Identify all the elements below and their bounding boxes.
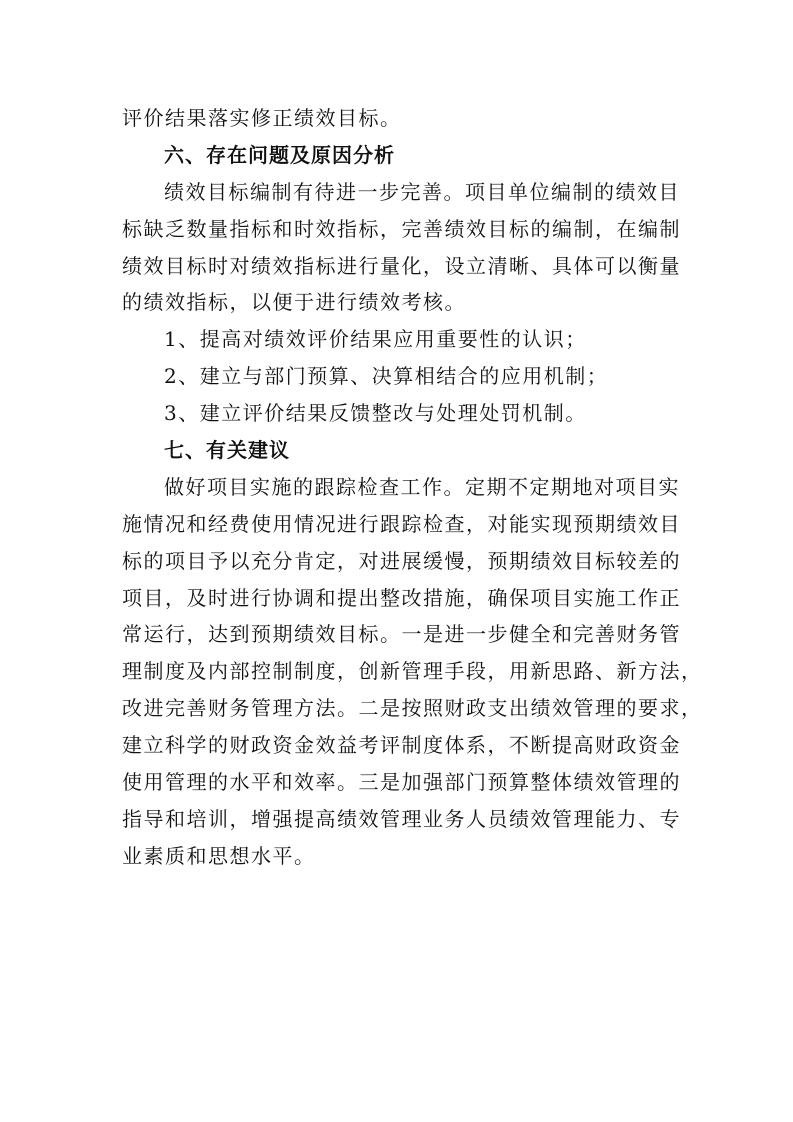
text-line: 绩效目标编制有待进一步完善。项目单位编制的绩效目 — [164, 179, 680, 204]
list-item-2: 2、建立与部门预算、决算相结合的应用机制； — [164, 364, 609, 389]
section-heading-problems: 六、存在问题及原因分析 — [164, 142, 395, 167]
list-item-1: 1、提高对绩效评价结果应用重要性的认识； — [164, 327, 587, 352]
text-line: 的绩效指标，以便于进行绩效考核。 — [122, 290, 466, 315]
paragraph-continuation — [122, 100, 670, 137]
document-body — [122, 100, 703, 875]
paragraph-problems — [122, 174, 681, 322]
text-line: 做好项目实施的跟踪检查工作。定期不定期地对项目实 — [164, 474, 680, 499]
paragraph-suggestions — [122, 469, 703, 875]
text-line: 使用管理的水平和效率。三是加强部门预算整体绩效管理的 — [122, 770, 681, 795]
text-line: 评价结果落实修正绩效目标。 — [122, 106, 402, 130]
text-line: 改进完善财务管理方法。二是按照财政支出绩效管理的要求， — [122, 696, 703, 721]
text-line: 理制度及内部控制制度，创新管理手段，用新思路、新方法， — [122, 659, 703, 684]
section-heading-suggestions: 七、有关建议 — [164, 438, 290, 463]
text-line: 指导和培训，增强提高绩效管理业务人员绩效管理能力、专 — [122, 806, 681, 831]
list-item-3: 3、建立评价结果反馈整改与处理处罚机制。 — [164, 401, 587, 426]
text-line: 标缺乏数量指标和时效指标，完善绩效目标的编制，在编制 — [122, 216, 681, 241]
text-line: 绩效目标时对绩效指标进行量化，设立清晰、具体可以衡量 — [122, 253, 681, 278]
text-line: 项目，及时进行协调和提出整改措施，确保项目实施工作正 — [122, 585, 681, 610]
text-line: 建立科学的财政资金效益考评制度体系，不断提高财政资金 — [122, 733, 681, 758]
text-line: 业素质和思想水平。 — [122, 843, 316, 868]
text-line: 常运行，达到预期绩效目标。一是进一步健全和完善财务管 — [122, 622, 681, 647]
text-line: 标的项目予以充分肯定，对进展缓慢，预期绩效目标较差的 — [122, 548, 681, 573]
text-line: 施情况和经费使用情况进行跟踪检查，对能实现预期绩效目 — [122, 511, 681, 536]
